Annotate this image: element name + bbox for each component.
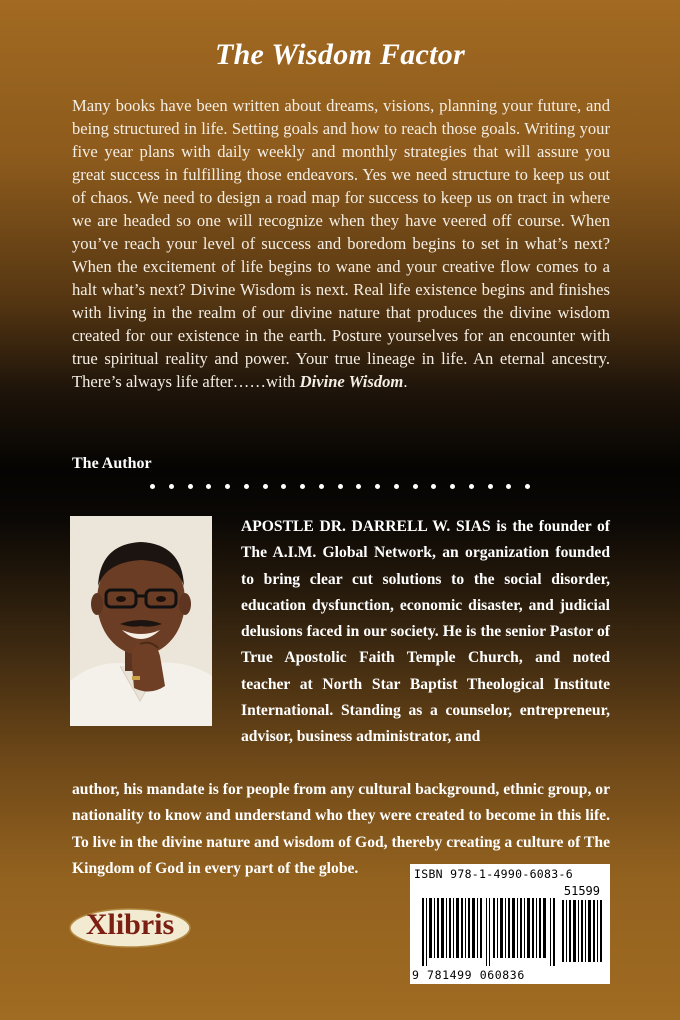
blurb-text: Many books have been written about dreams, visions, planning your future, and being structured in life. Setting goals and how to reach those goals. Writing your five year plans with daily weekly and monthly strategies that will assure you great success in fulfilling those endeavors. Yes we need structure to keep us out of chaos. We need to design a road map for success to keep us on tract in where we are headed so one will recognize when they have veered off course. When you’ve reach your level of success and boredom begins to set in what’s next? When the excitement of life begins to wane and your creative flow comes to a halt what’s next? Divine Wisdom is next. Real life existence begins and finishes with living in the realm of our divine nature that produces the divine wisdom created for our existence in the earth. Posture yourselves for an encounter with true spiritual reality and power. Your true lineage in life. An eternal ancestry. There’s always life after……with <box>72 96 610 391</box>
barcode-digits: 9 781499 060836 <box>412 968 525 982</box>
author-photo <box>70 516 212 726</box>
barcode-bars <box>422 898 558 966</box>
blurb-emphasis: Divine Wisdom <box>299 372 404 391</box>
addon-barcode-bars <box>562 900 602 962</box>
author-bio-top: APOSTLE DR. DARRELL W. SIAS is the founder of The A.I.M. Global Network, an organization founded to bring clear cut solutions to the social disorder, education dysfunction, economic disaster, and judicial delusions faced in our society. He is the senior Pastor of True Apostolic Faith Temple Church, and noted teacher at North Star Baptist Theological Institute International. Standing as a counselor, entrepreneur, advisor, business administrator, and <box>241 518 610 746</box>
author-bio-bottom: author, his mandate is for people from any cultural background, ethnic group, or nationality to know and understand who they were created to become in this life. To live in the divine nature and wisdom of God, thereby creating a culture of The Kingdom of God in every part of the globe. <box>72 781 610 877</box>
price-code: 51599 <box>563 884 600 898</box>
publisher-logo <box>66 904 194 950</box>
blurb-end: . <box>403 372 408 391</box>
book-title: The Wisdom Factor <box>214 38 466 71</box>
dotted-divider <box>150 484 530 489</box>
isbn-barcode <box>410 864 610 984</box>
publisher-logo-text: Xlibris <box>85 908 175 941</box>
back-cover-blurb <box>72 94 610 393</box>
author-heading: The Author <box>72 455 152 472</box>
isbn-label: ISBN 978-1-4990-6083-6 <box>414 867 573 881</box>
